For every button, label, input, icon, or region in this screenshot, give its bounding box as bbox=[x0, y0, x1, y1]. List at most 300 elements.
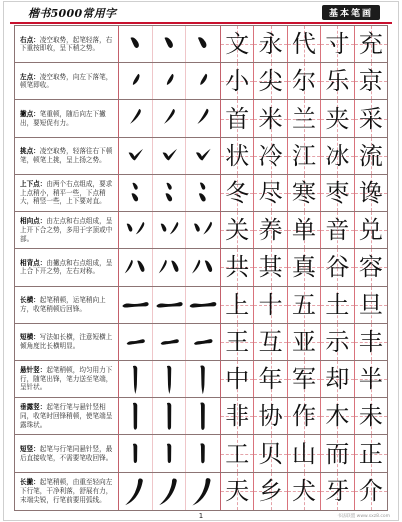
example-character: 冷 bbox=[258, 141, 283, 170]
stroke-example-cell bbox=[186, 63, 220, 99]
example-character: 寒 bbox=[292, 178, 317, 207]
stroke-example-cell bbox=[119, 398, 153, 434]
long-horizontal-stroke-path bbox=[156, 302, 182, 307]
watermark: 书法联盟 www.sxz8.com bbox=[337, 514, 390, 519]
character-grid-cell bbox=[288, 473, 321, 510]
stroke-row bbox=[15, 100, 387, 137]
character-grid-cell bbox=[321, 287, 354, 323]
stroke-description bbox=[15, 398, 119, 434]
stroke-explanation: 由撇点和右点组成，呈上合下开之势，左右对称。 bbox=[20, 258, 113, 276]
example-characters bbox=[221, 435, 387, 471]
tiao-dot-stroke-path bbox=[196, 148, 211, 160]
facing-dots-stroke-path bbox=[194, 224, 200, 232]
example-characters bbox=[221, 138, 387, 174]
hanging-needle-vertical-stroke-icon bbox=[119, 361, 152, 397]
stroke-row bbox=[15, 361, 387, 398]
long-horizontal-stroke-icon bbox=[153, 287, 186, 323]
stroke-example-cell bbox=[153, 175, 187, 211]
stroke-name: 左点： bbox=[20, 72, 40, 81]
character-grid-cell bbox=[321, 138, 354, 174]
short-vertical-stroke-icon bbox=[186, 435, 220, 471]
stroke-description bbox=[15, 212, 119, 248]
stroke-name: 右点： bbox=[20, 35, 40, 44]
dew-vertical-stroke-path bbox=[133, 403, 137, 430]
example-character: 王 bbox=[225, 327, 250, 356]
example-character: 尖 bbox=[258, 67, 283, 96]
example-character: 年 bbox=[258, 365, 283, 394]
long-horizontal-stroke-path bbox=[122, 302, 148, 307]
character-grid-cell bbox=[254, 361, 287, 397]
stroke-explanation: 起笔稍顿，由重至轻向左下行笔，干净利落，舒展有力，末端尖锐，行笔前要用弧线。 bbox=[20, 478, 113, 504]
stroke-name: 短竖： bbox=[20, 444, 40, 453]
back-dots-stroke-icon bbox=[119, 249, 152, 285]
character-grid-cell bbox=[321, 26, 354, 62]
short-vertical-stroke-icon bbox=[119, 435, 152, 471]
character-grid-cell bbox=[254, 398, 287, 434]
stroke-explanation: 写法如长横，注意短横上倾角度比长横明显。 bbox=[20, 333, 113, 350]
character-grid-cell bbox=[355, 287, 387, 323]
example-character: 木 bbox=[325, 402, 350, 431]
character-grid-cell bbox=[355, 324, 387, 360]
character-grid-cell bbox=[288, 361, 321, 397]
example-characters bbox=[221, 100, 387, 136]
example-character: 容 bbox=[358, 253, 383, 282]
long-pie-stroke-path bbox=[159, 478, 177, 505]
pie-dot-stroke-path bbox=[198, 109, 209, 124]
character-grid-cell bbox=[254, 138, 287, 174]
tiao-dot-stroke-icon bbox=[186, 138, 220, 174]
header-rule bbox=[10, 22, 392, 24]
stroke-description-text bbox=[20, 180, 114, 206]
pie-dot-stroke-icon bbox=[153, 100, 186, 136]
example-character: 文 bbox=[225, 30, 250, 59]
character-grid-cell bbox=[254, 473, 287, 510]
stroke-example-cell bbox=[119, 138, 153, 174]
stroke-example-cell bbox=[119, 361, 153, 397]
character-grid-cell bbox=[221, 398, 254, 434]
example-character: 非 bbox=[225, 402, 250, 431]
character-grid-cell bbox=[355, 435, 387, 471]
example-character: 五 bbox=[292, 290, 317, 319]
example-characters bbox=[221, 287, 387, 323]
stroke-explanation: 笔重顿，随后向左下撇出，要短促有力。 bbox=[20, 109, 106, 127]
example-character: 京 bbox=[358, 67, 383, 96]
stroke-name: 挑点： bbox=[20, 147, 40, 156]
example-character: 谗 bbox=[358, 178, 383, 207]
right-dot-stroke-icon bbox=[153, 26, 186, 62]
stroke-row bbox=[15, 398, 387, 435]
stroke-examples bbox=[119, 324, 221, 360]
stroke-row bbox=[15, 138, 387, 175]
short-horizontal-stroke-icon bbox=[186, 324, 220, 360]
character-grid-cell bbox=[288, 63, 321, 99]
example-character: 真 bbox=[292, 253, 317, 282]
stroke-examples bbox=[119, 63, 221, 99]
example-characters bbox=[221, 398, 387, 434]
stroke-example-cell bbox=[153, 361, 187, 397]
stroke-example-cell bbox=[186, 175, 220, 211]
stroke-example-cell bbox=[153, 398, 187, 434]
stroke-description-text bbox=[20, 478, 114, 504]
long-pie-stroke-icon bbox=[153, 473, 186, 510]
up-down-dots-stroke-icon bbox=[119, 175, 152, 211]
example-character: 采 bbox=[358, 104, 383, 133]
stroke-description-text bbox=[20, 147, 114, 164]
stroke-explanation: 起笔稍顿，运笔稍向上方，收笔稍顿后回锋。 bbox=[20, 296, 106, 313]
example-character: 关 bbox=[225, 216, 250, 245]
example-character: 单 bbox=[292, 216, 317, 245]
example-character: 作 bbox=[292, 402, 317, 431]
character-grid-cell bbox=[221, 138, 254, 174]
example-characters bbox=[221, 324, 387, 360]
example-character: 天 bbox=[225, 477, 250, 506]
example-character: 丰 bbox=[358, 327, 383, 356]
stroke-examples bbox=[119, 361, 221, 397]
example-character: 兰 bbox=[292, 104, 317, 133]
example-character: 其 bbox=[258, 253, 283, 282]
pie-dot-stroke-path bbox=[164, 109, 175, 124]
stroke-description-text bbox=[20, 36, 114, 53]
stroke-example-cell bbox=[119, 63, 153, 99]
example-character: 示 bbox=[325, 327, 350, 356]
left-dot-stroke-icon bbox=[119, 63, 152, 99]
example-character: 乡 bbox=[258, 477, 283, 506]
stroke-examples bbox=[119, 175, 221, 211]
stroke-example-cell bbox=[153, 138, 187, 174]
character-grid-cell bbox=[321, 473, 354, 510]
example-character: 互 bbox=[258, 327, 283, 356]
example-character: 乐 bbox=[325, 67, 350, 96]
example-characters bbox=[221, 361, 387, 397]
character-grid-cell bbox=[254, 212, 287, 248]
character-grid-cell bbox=[221, 473, 254, 510]
character-grid-cell bbox=[321, 175, 354, 211]
stroke-example-cell bbox=[186, 324, 220, 360]
back-dots-stroke-path bbox=[192, 260, 200, 274]
example-character: 中 bbox=[225, 365, 250, 394]
example-characters bbox=[221, 175, 387, 211]
character-grid-cell bbox=[288, 249, 321, 285]
stroke-description bbox=[15, 26, 119, 62]
stroke-example-cell bbox=[119, 175, 153, 211]
up-down-dots-stroke-path bbox=[200, 182, 205, 189]
example-character: 十 bbox=[258, 290, 283, 319]
example-character: 亚 bbox=[292, 327, 317, 356]
character-grid-cell bbox=[355, 473, 387, 510]
left-dot-stroke-icon bbox=[186, 63, 220, 99]
long-pie-stroke-path bbox=[125, 478, 143, 505]
long-pie-stroke-icon bbox=[186, 473, 220, 510]
character-grid-cell bbox=[355, 249, 387, 285]
character-grid-cell bbox=[254, 287, 287, 323]
right-dot-stroke-path bbox=[131, 37, 139, 48]
example-character: 尽 bbox=[258, 178, 283, 207]
stroke-description bbox=[15, 435, 119, 471]
character-grid-cell bbox=[321, 63, 354, 99]
stroke-description bbox=[15, 473, 119, 510]
example-character: 养 bbox=[258, 216, 283, 245]
stroke-examples bbox=[119, 287, 221, 323]
character-grid-cell bbox=[288, 26, 321, 62]
example-characters bbox=[221, 249, 387, 285]
stroke-example-cell bbox=[186, 249, 220, 285]
character-grid-cell bbox=[355, 212, 387, 248]
stroke-description-text bbox=[20, 217, 114, 243]
example-character: 介 bbox=[358, 477, 383, 506]
character-grid-cell bbox=[254, 26, 287, 62]
example-characters bbox=[221, 63, 387, 99]
back-dots-stroke-path bbox=[171, 261, 178, 272]
short-horizontal-stroke-icon bbox=[119, 324, 152, 360]
left-dot-stroke-path bbox=[167, 74, 174, 85]
long-pie-stroke-path bbox=[193, 478, 211, 505]
stroke-row bbox=[15, 63, 387, 100]
stroke-example-cell bbox=[119, 212, 153, 248]
stroke-examples bbox=[119, 249, 221, 285]
stroke-row bbox=[15, 249, 387, 286]
dew-vertical-stroke-icon bbox=[186, 398, 220, 434]
up-down-dots-stroke-icon bbox=[186, 175, 220, 211]
stroke-name: 相背点： bbox=[20, 258, 47, 267]
example-character: 夹 bbox=[325, 104, 350, 133]
stroke-explanation: 起笔与行笔同悬针竖，最后直接收笔，不需要笔收回锋。 bbox=[20, 444, 113, 462]
stroke-example-cell bbox=[186, 398, 220, 434]
up-down-dots-stroke-path bbox=[166, 183, 171, 190]
example-character: 枣 bbox=[325, 178, 350, 207]
stroke-name: 上下点： bbox=[20, 180, 47, 189]
stroke-example-cell bbox=[153, 26, 187, 62]
back-dots-stroke-icon bbox=[153, 249, 186, 285]
facing-dots-stroke-path bbox=[127, 224, 133, 232]
stroke-explanation: 起笔行笔与悬针竖相同，收笔时回锋稍顿，使笔端呈露珠状。 bbox=[20, 403, 113, 429]
example-characters bbox=[221, 473, 387, 510]
left-dot-stroke-icon bbox=[153, 63, 186, 99]
stroke-row bbox=[15, 212, 387, 249]
character-grid-cell bbox=[321, 100, 354, 136]
example-character: 永 bbox=[258, 30, 283, 59]
character-grid-cell bbox=[221, 435, 254, 471]
stroke-examples bbox=[119, 473, 221, 510]
example-character: 谷 bbox=[325, 253, 350, 282]
example-character: 上 bbox=[225, 290, 250, 319]
up-down-dots-stroke-path bbox=[132, 183, 137, 190]
character-grid-cell bbox=[321, 249, 354, 285]
short-horizontal-stroke-path bbox=[160, 339, 178, 345]
pie-dot-stroke-path bbox=[130, 109, 141, 124]
character-grid-cell bbox=[288, 324, 321, 360]
character-grid-cell bbox=[355, 361, 387, 397]
pie-dot-stroke-icon bbox=[186, 100, 220, 136]
stroke-example-cell bbox=[186, 361, 220, 397]
right-dot-stroke-icon bbox=[186, 26, 220, 62]
example-character: 音 bbox=[325, 216, 350, 245]
hanging-needle-vertical-stroke-icon bbox=[186, 361, 220, 397]
stroke-description bbox=[15, 287, 119, 323]
short-vertical-stroke-path bbox=[133, 444, 137, 463]
example-character: 而 bbox=[325, 439, 350, 468]
character-grid-cell bbox=[254, 435, 287, 471]
example-character: 冰 bbox=[325, 141, 350, 170]
stroke-example-cell bbox=[119, 473, 153, 510]
section-title: 基本笔画 bbox=[322, 5, 380, 20]
example-character: 状 bbox=[225, 141, 250, 170]
example-character: 首 bbox=[225, 104, 250, 133]
example-character: 充 bbox=[358, 30, 383, 59]
character-grid-cell bbox=[254, 175, 287, 211]
stroke-example-cell bbox=[119, 324, 153, 360]
example-character: 军 bbox=[292, 365, 317, 394]
example-character: 米 bbox=[258, 104, 283, 133]
stroke-explanation: 起笔稍顿，均匀用力下行，随笔出锋，笔力送至笔端，呈针状。 bbox=[20, 366, 113, 392]
stroke-description bbox=[15, 63, 119, 99]
stroke-name: 悬针竖： bbox=[20, 366, 47, 375]
facing-dots-stroke-path bbox=[204, 222, 213, 235]
example-character: 寸 bbox=[325, 30, 350, 59]
stroke-example-cell bbox=[186, 138, 220, 174]
example-characters bbox=[221, 212, 387, 248]
character-grid-cell bbox=[321, 212, 354, 248]
stroke-examples bbox=[119, 398, 221, 434]
stroke-name: 撇点： bbox=[20, 109, 40, 118]
stroke-name: 长撇： bbox=[20, 478, 40, 487]
stroke-example-cell bbox=[186, 26, 220, 62]
facing-dots-stroke-icon bbox=[119, 212, 152, 248]
stroke-row bbox=[15, 175, 387, 212]
stroke-description-text bbox=[20, 366, 114, 392]
stroke-explanation: 凌空取势，轻落往右下顿笔，顿笔上挑，呈上扬之势。 bbox=[20, 147, 113, 164]
stroke-examples bbox=[119, 212, 221, 248]
stroke-example-cell bbox=[153, 63, 187, 99]
character-grid-cell bbox=[355, 138, 387, 174]
stroke-description-text bbox=[20, 73, 114, 90]
example-character: 江 bbox=[292, 141, 317, 170]
stroke-row bbox=[15, 435, 387, 472]
stroke-example-cell bbox=[119, 435, 153, 471]
tiao-dot-stroke-path bbox=[162, 149, 176, 161]
dew-vertical-stroke-path bbox=[201, 403, 205, 430]
example-character: 旦 bbox=[358, 290, 383, 319]
stroke-example-cell bbox=[119, 100, 153, 136]
character-grid-cell bbox=[254, 324, 287, 360]
dew-vertical-stroke-icon bbox=[119, 398, 152, 434]
stroke-example-cell bbox=[153, 324, 187, 360]
stroke-example-cell bbox=[186, 473, 220, 510]
up-down-dots-stroke-path bbox=[199, 193, 206, 201]
back-dots-stroke-path bbox=[205, 261, 212, 272]
stroke-description bbox=[15, 175, 119, 211]
example-character: 流 bbox=[358, 141, 383, 170]
right-dot-stroke-path bbox=[198, 37, 207, 48]
stroke-description-text bbox=[20, 296, 114, 313]
stroke-row bbox=[15, 26, 387, 63]
example-character: 工 bbox=[225, 439, 250, 468]
character-grid-cell bbox=[288, 138, 321, 174]
left-dot-stroke-path bbox=[133, 74, 140, 85]
stroke-practice-table bbox=[14, 25, 388, 511]
stroke-description bbox=[15, 100, 119, 136]
example-character: 贝 bbox=[258, 439, 283, 468]
stroke-description-text bbox=[20, 445, 114, 462]
stroke-example-cell bbox=[153, 287, 187, 323]
facing-dots-stroke-path bbox=[136, 222, 144, 234]
example-character: 犬 bbox=[292, 477, 317, 506]
character-grid-cell bbox=[288, 398, 321, 434]
book-title: 楷书5000常用字 bbox=[28, 7, 117, 20]
character-grid-cell bbox=[355, 398, 387, 434]
short-vertical-stroke-path bbox=[201, 444, 205, 464]
tiao-dot-stroke-icon bbox=[119, 138, 152, 174]
stroke-example-cell bbox=[153, 435, 187, 471]
example-character: 正 bbox=[358, 439, 383, 468]
stroke-example-cell bbox=[119, 26, 153, 62]
character-grid-cell bbox=[254, 100, 287, 136]
stroke-row bbox=[15, 473, 387, 510]
character-grid-cell bbox=[288, 287, 321, 323]
stroke-example-cell bbox=[186, 435, 220, 471]
character-grid-cell bbox=[355, 26, 387, 62]
character-grid-cell bbox=[221, 63, 254, 99]
facing-dots-stroke-icon bbox=[153, 212, 186, 248]
stroke-name: 相向点： bbox=[20, 217, 47, 226]
stroke-row bbox=[15, 324, 387, 361]
stroke-row bbox=[15, 287, 387, 324]
back-dots-stroke-icon bbox=[186, 249, 220, 285]
character-grid-cell bbox=[221, 324, 254, 360]
short-horizontal-stroke-path bbox=[194, 339, 212, 345]
stroke-examples bbox=[119, 138, 221, 174]
up-down-dots-stroke-path bbox=[165, 193, 172, 201]
stroke-example-cell bbox=[119, 287, 153, 323]
character-grid-cell bbox=[355, 100, 387, 136]
short-horizontal-stroke-icon bbox=[153, 324, 186, 360]
short-vertical-stroke-path bbox=[167, 444, 171, 463]
stroke-examples bbox=[119, 26, 221, 62]
short-horizontal-stroke-path bbox=[127, 339, 145, 345]
tiao-dot-stroke-icon bbox=[153, 138, 186, 174]
facing-dots-stroke-path bbox=[160, 224, 166, 232]
example-character: 却 bbox=[325, 365, 350, 394]
facing-dots-stroke-icon bbox=[186, 212, 220, 248]
long-horizontal-stroke-icon bbox=[186, 287, 220, 323]
stroke-example-cell bbox=[153, 100, 187, 136]
up-down-dots-stroke-icon bbox=[153, 175, 186, 211]
stroke-description bbox=[15, 324, 119, 360]
stroke-name: 长横： bbox=[20, 296, 40, 305]
character-grid-cell bbox=[321, 361, 354, 397]
character-grid-cell bbox=[254, 249, 287, 285]
example-character: 山 bbox=[292, 439, 317, 468]
example-character: 牙 bbox=[325, 477, 350, 506]
example-character: 尔 bbox=[292, 67, 317, 96]
stroke-explanation: 凌空取势，向左下落笔，顿笔即收。 bbox=[20, 72, 113, 90]
example-character: 冬 bbox=[225, 178, 250, 207]
pie-dot-stroke-icon bbox=[119, 100, 152, 136]
example-character: 半 bbox=[358, 365, 383, 394]
character-grid-cell bbox=[355, 63, 387, 99]
back-dots-stroke-path bbox=[158, 260, 166, 273]
example-character: 小 bbox=[225, 67, 250, 96]
long-horizontal-stroke-icon bbox=[119, 287, 152, 323]
example-character: 协 bbox=[258, 402, 283, 431]
stroke-explanation: 由两个右点组成，要求上点稍小，稍平一些，下点稍大，稍竖一些，上下要对直。 bbox=[20, 180, 113, 206]
back-dots-stroke-path bbox=[125, 260, 133, 273]
example-character: 未 bbox=[358, 402, 383, 431]
dew-vertical-stroke-icon bbox=[153, 398, 186, 434]
stroke-explanation: 由左点和右点组成，呈上开下合之势，多用于字顶或中部。 bbox=[20, 217, 113, 243]
character-grid-cell bbox=[221, 361, 254, 397]
facing-dots-stroke-path bbox=[169, 222, 177, 234]
stroke-description-text bbox=[20, 403, 114, 429]
